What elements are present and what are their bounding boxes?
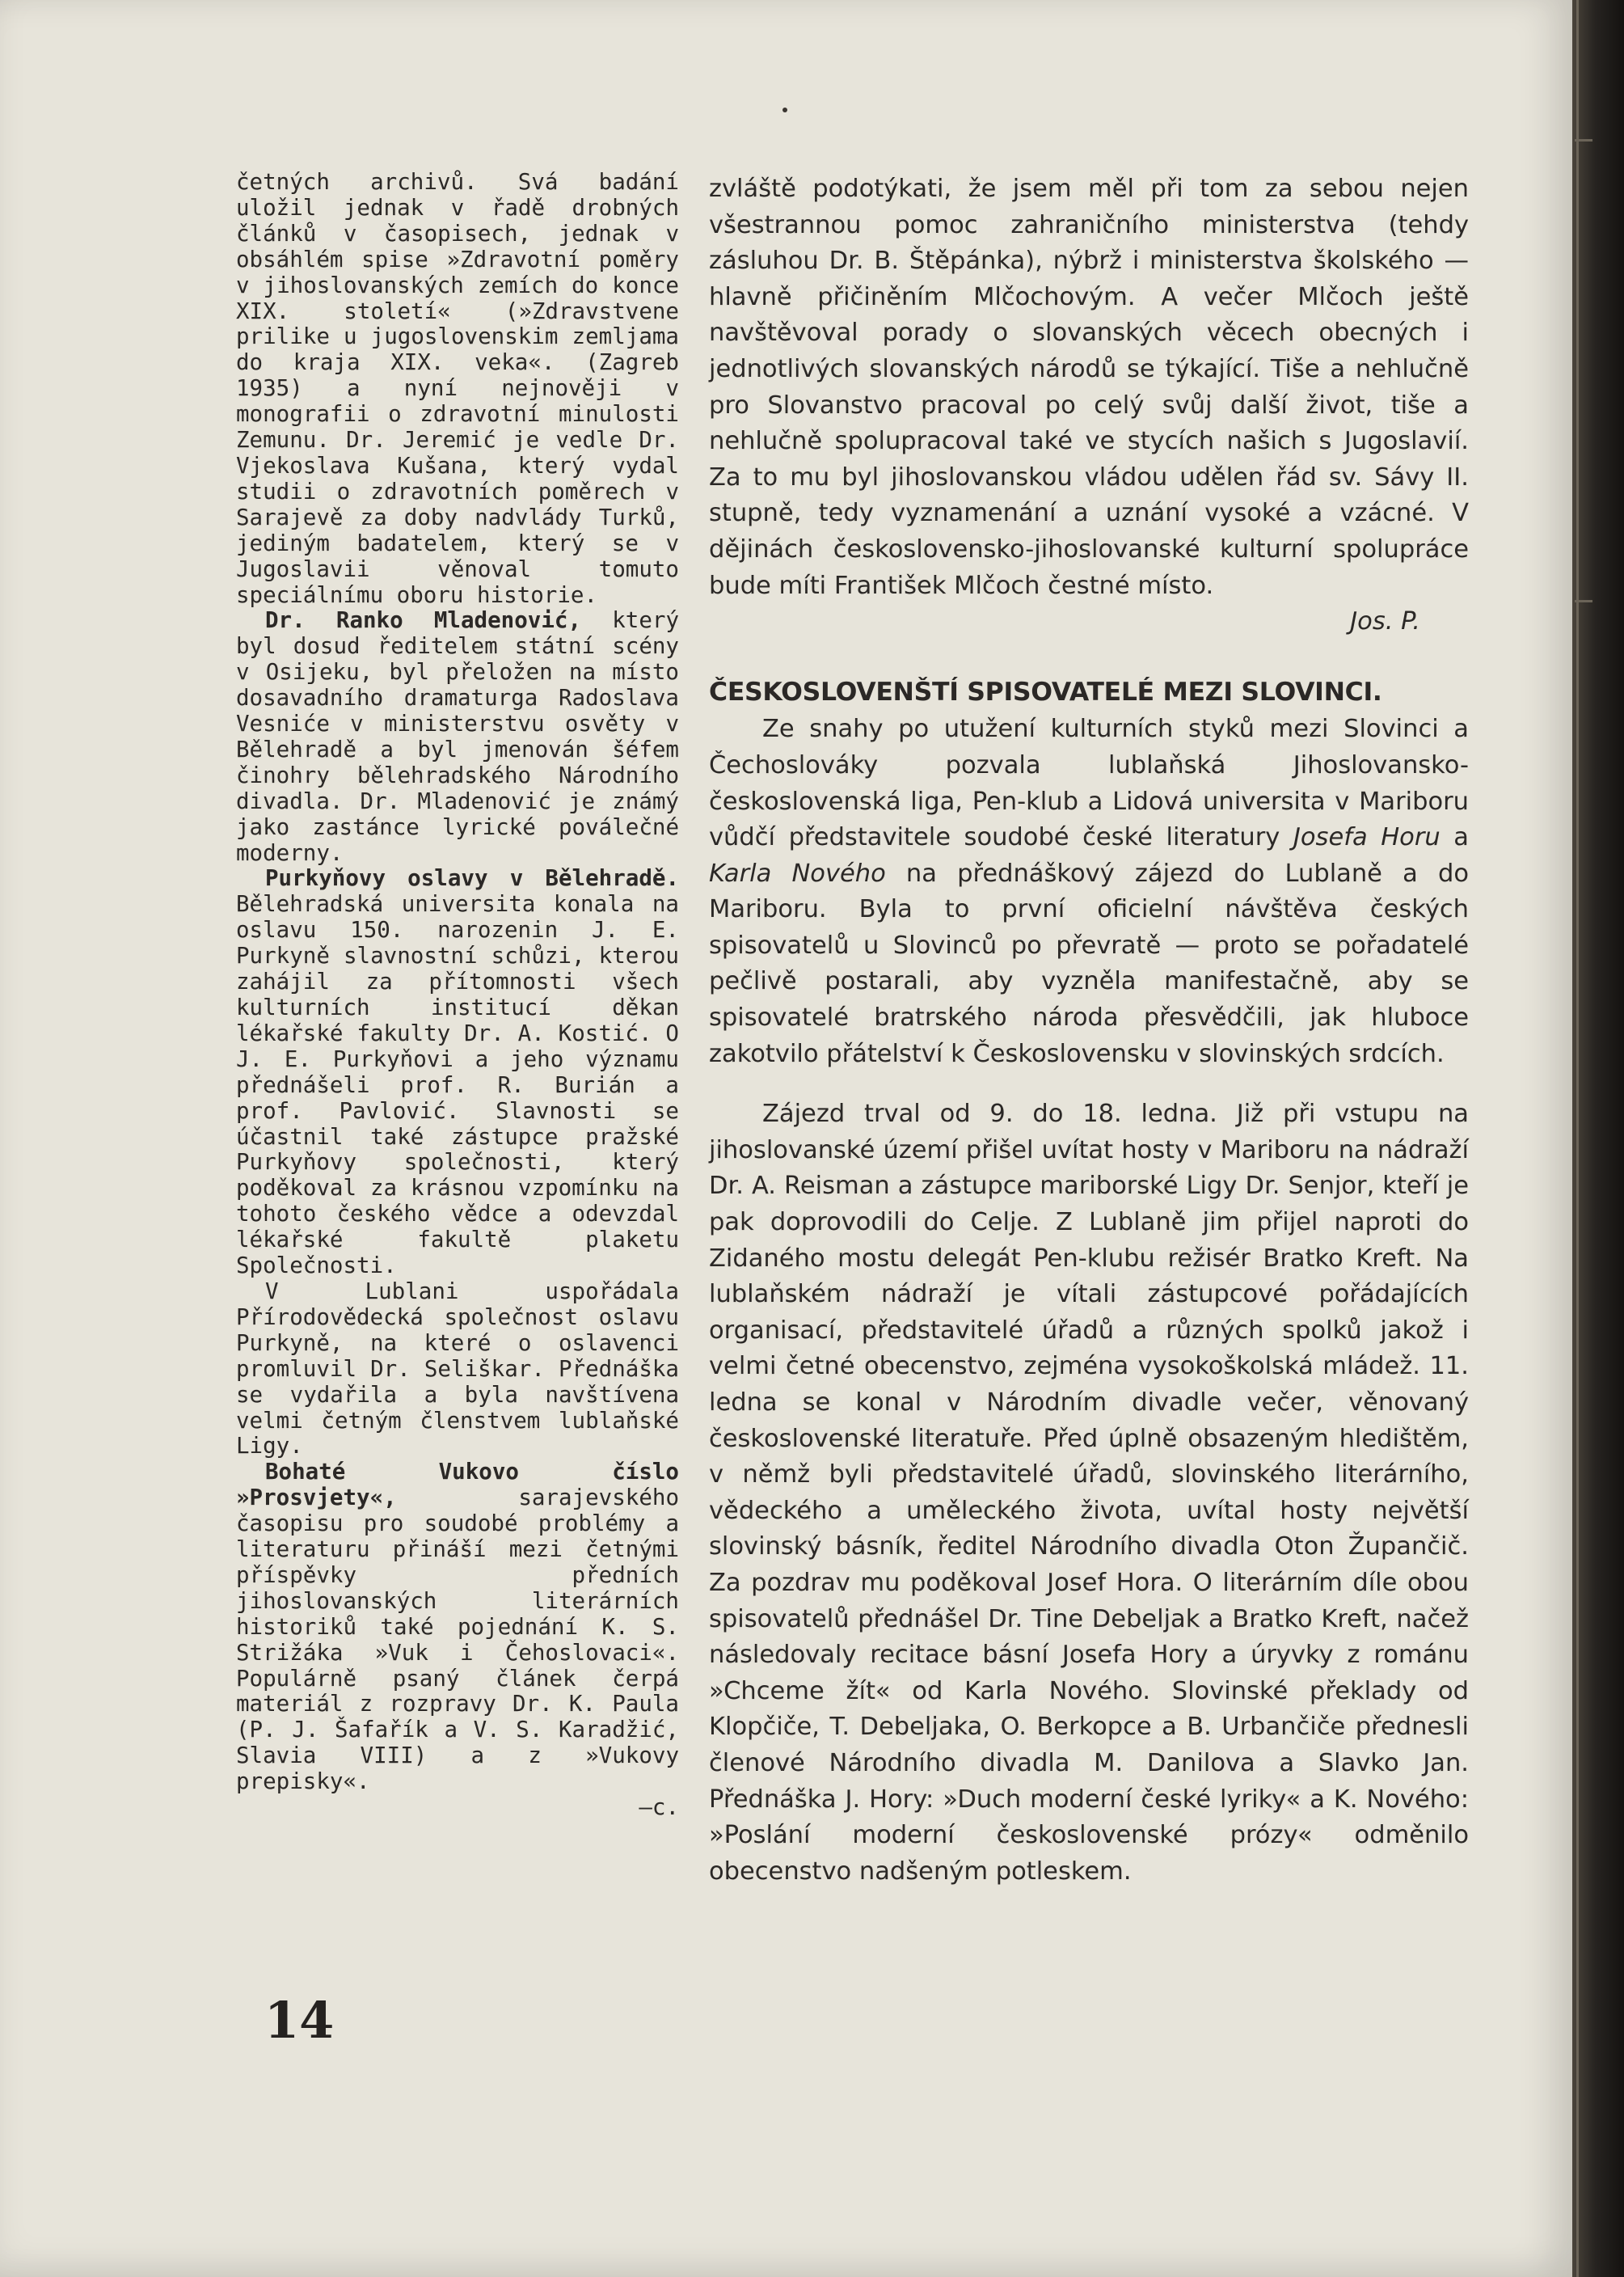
book-edge	[1572, 0, 1624, 2277]
text-invitation-b: a	[1440, 823, 1469, 852]
lead-prosvjeta: Bohaté Vukovo číslo »Prosvjety«,	[236, 1459, 679, 1511]
paragraph-prosvjeta	[236, 1460, 679, 1795]
signature-left: —c.	[639, 1794, 679, 1821]
page-number: 14	[264, 1991, 335, 2050]
paragraph-invitation	[709, 712, 1469, 1072]
name-novy: Karla Nového	[709, 859, 886, 888]
paragraph-mlcoch: zvláště podotýkati, že jsem měl při tom za sebou nejen všestrannou pomoc zahraničního ministerstva (tehdy zásluhou Dr. B. Štěpánka), nýbrž i ministerstva školského — hlavně přičiněním Mlčochovým. A večer Mlčoch ještě navštěvoval porady o slovanských věcech obecných i jednotlivých slovanských národů se týkající. Tiše a nehlučně pro Slovanstvo pracoval po celý svůj další život, tiše a nehlučně spolupracoval také ve stycích našich s Jugoslavií. Za to mu byl jihoslovanskou vládou udělen řád sv. Sávy II. stupně, tedy vyznamenání a uznání vysoké a vzácné. V dějinách československo-jihoslovanské kulturní spolupráce bude míti František Mlčoch čestné místo.	[709, 175, 1469, 600]
article-heading: ČESKOSLOVENŠTÍ SPISOVATELÉ MEZI SLOVINCI.	[709, 677, 1382, 707]
text-prosvjeta: sarajevského časopisu pro soudobé problémy a literaturu přináší mezi četnými příspěvky předních jihoslovanských literárních historiků také pojednání K. S. Strižáka »Vuk i Čehoslovaci«. Populárně psaný článek čerpá materiál z rozpravy Dr. K. Paula (P. J. Šafařík a V. S. Karadžić, Slavia VIII) a z »Vukovy prepisky«.	[236, 1485, 679, 1795]
right-column	[709, 171, 1469, 1890]
author-signature: Jos. P.	[1350, 607, 1420, 636]
lead-mladenovic: Dr. Ranko Mladenović,	[265, 607, 581, 634]
text-invitation-a: Ze snahy po utužení kulturních styků mezi Slovinci a Čechoslováky pozvala lublaňská Jihoslovansko-československá liga, Pen-klub a Lidová universita v Mariboru vůdčí představitele soudobé české literatury	[709, 715, 1469, 852]
lead-purkyne: Purkyňovy oslavy v Bělehradě.	[265, 865, 679, 892]
paragraph-trip: Zájezd trval od 9. do 18. ledna. Již při vstupu na jihoslovanské území přišel uvítat hosty v Mariboru na nádraží Dr. A. Reisman a zástupce mariborské Ligy Dr. Senjor, kteří je pak doprovodili do Celje. Z Lublaně jim přijel naproti do Zidaného mostu delegát Pen-klubu režisér Bratko Kreft. Na lublaňském nádraží je vítali zástupcové pořádajících organisací, představitelé úřadů a různých spolků jakož i velmi četné obecenstvo, zejména vysokoškolská mládež. 11. ledna se konal v Národním divadle večer, věnovaný československé literatuře. Před úplně obsazeným hledištěm, v němž byli představitelé úřadů, slovinského literárního, vědeckého a uměleckého života, uvítal hosty největší slovinský básník, ředitel Národního divadla Oton Župančič. Za pozdrav mu poděkoval Josef Hora. O literárním díle obou spisovatelů přednášel Dr. Tine Debeljak a Bratko Kreft, načež následovaly recitace básní Josefa Hory a úryvky z románu »Chceme žít« od Karla Nového. Slovinské překlady od Klopčiče, T. Debeljaka, O. Berkopce a B. Urbančiče přednesli členové Národního divadla M. Danilova a Slavko Jan. Přednáška J. Hory: »Duch moderní české lyriky« a K. Nového: »Poslání moderní československé prózy« odměnilo obecenstvo nadšeným potleskem.	[709, 1100, 1469, 1886]
paragraph-purkyne	[236, 866, 679, 1279]
name-hora: Josefa Horu	[1293, 823, 1441, 852]
text-purkyne: Bělehradská universita konala na oslavu 150. narozenin J. E. Purkyně slavnostní schůzi, kterou zahájil za přítomnosti všech kulturních institucí děkan lékařské fakulty Dr. A. Kostić. O J. E. Purkyňovi a jeho významu přednášeli prof. R. Burián a prof. Pavlović. Slavnosti se účastnil také zástupce pražské Purkyňovy společnosti, který poděkoval za krásnou vzpomínku na tohoto českého vědce a odevzdal lékařské fakultě plaketu Společnosti.	[236, 891, 679, 1279]
paragraph-mladenovic	[236, 608, 679, 866]
edge-mark	[1575, 600, 1592, 602]
text-invitation-c: na přednáškový zájezd do Lublaně a do Mariboru. Byla to první oficielní návštěva českých spisovatelů u Slovinců po převratě — proto se pořadatelé pečlivě postarali, aby vyzněla manifestačně, aby se spisovatelé bratrského národa přesvědčili, jak hluboce zakotvilo přátelství k Československu v slovinských srdcích.	[709, 859, 1469, 1068]
left-column	[236, 170, 679, 1821]
paragraph-archives: četných archivů. Svá badání uložil jednak v řadě drobných článků v časopisech, jednak v obsáhlém spise »Zdravotní poměry v jihoslovanských zemích do konce XIX. století« (»Zdravstvene prilike u jugoslovenskim zemljama do kraja XIX. veka«. (Zagreb 1935) a nyní nejnověji v monografii o zdravotní minulosti Zemunu. Dr. Jeremić je vedle Dr. Vjekoslava Kušana, který vydal studii o zdravotních poměrech v Sarajevě za doby nadvlády Turků, jediným badatelem, který se v Jugoslavii věnoval tomuto speciálnímu oboru historie.	[236, 169, 679, 608]
paragraph-lublana: V Lublani uspořádala Přírodovědecká společnost oslavu Purkyně, na které o oslavenci promluvil Dr. Seliškar. Přednáška se vydařila a byla navštívena velmi četným členstvem lublaňské Ligy.	[236, 1278, 679, 1460]
ink-dot	[782, 108, 787, 112]
text-mladenovic: který byl dosud ředitelem státní scény v Osijeku, byl přeložen na místo dosavadního dramaturga Radoslava Vesniće v ministerstvu osvěty v Bělehradě a byl jmenován šéfem činohry bělehradského Národního divadla. Dr. Mladenović je známý jako zastánce lyrické poválečné moderny.	[236, 607, 679, 866]
page-border-line	[1576, 0, 1579, 2277]
edge-mark	[1575, 139, 1592, 142]
